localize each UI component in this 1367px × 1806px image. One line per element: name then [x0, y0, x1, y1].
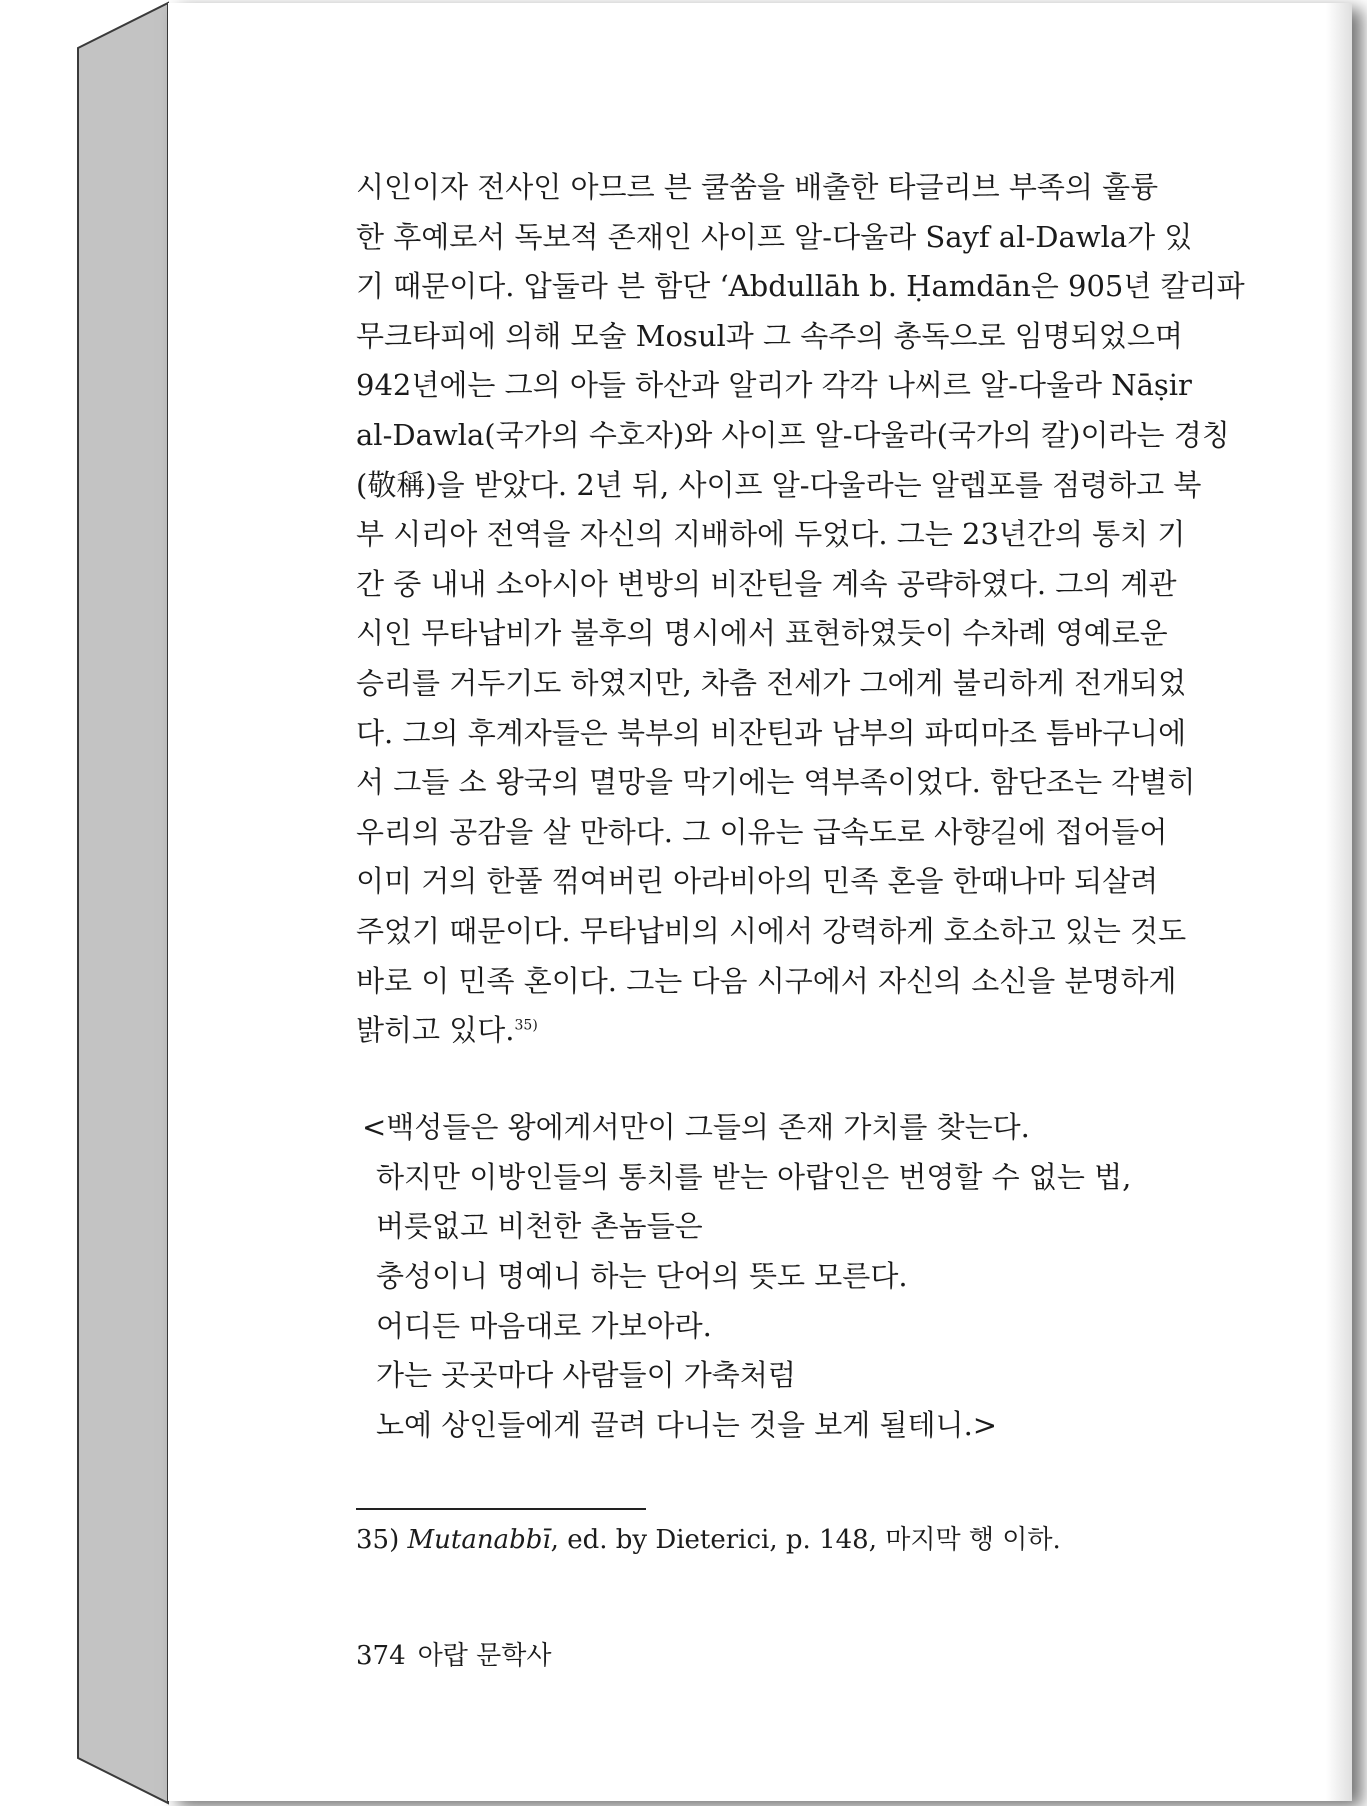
- body-line: 주었기 때문이다. 무타납비의 시에서 강력하게 호소하고 있는 것도: [356, 913, 1187, 948]
- quote-line: 충성이니 명예니 하는 단어의 뜻도 모른다.: [376, 1259, 908, 1294]
- body-line: 서 그들 소 왕국의 멸망을 막기에는 역부족이었다. 함단조는 각별히: [356, 765, 1196, 800]
- body-line: 바로 이 민족 혼이다. 그는 다음 시구에서 자신의 소신을 분명하게: [356, 963, 1177, 998]
- body-line-last: [356, 1006, 1367, 1056]
- body-line: 기 때문이다. 압둘라 븐 함단 ʻAbdullāh b. Ḥamdān은 905년 칼리파: [356, 269, 1245, 304]
- body-paragraph: [356, 163, 1367, 1056]
- footnote-text: , ed. by Dieterici, p. 148, 마지막 행 이하.: [550, 1525, 1061, 1555]
- footnote-number: 35): [356, 1525, 400, 1555]
- footnote-divider: [356, 1508, 646, 1510]
- page-number: 374: [356, 1641, 406, 1671]
- footnote-reference[interactable]: 35): [514, 1017, 538, 1034]
- quote-line: <백성들은 왕에게서만이 그들의 존재 가치를 찾는다.: [362, 1110, 1030, 1144]
- body-line: 간 중 내내 소아시아 변방의 비잔틴을 계속 공략하였다. 그의 계관: [356, 566, 1177, 601]
- body-line: 승리를 거두기도 하였지만, 차츰 전세가 그에게 불리하게 전개되었: [356, 665, 1187, 700]
- body-line: al-Dawla(국가의 수호자)와 사이프 알-다울라(국가의 칼)이라는 경칭: [356, 417, 1230, 452]
- quote-line: 하지만 이방인들의 통치를 받는 아랍인은 번영할 수 없는 법,: [376, 1159, 1132, 1194]
- book-spine: [0, 0, 170, 1806]
- document-page: [168, 3, 1352, 1801]
- body-line: 부 시리아 전역을 자신의 지배하에 두었다. 그는 23년간의 통치 기: [356, 517, 1186, 552]
- body-line: 시인 무타납비가 불후의 명시에서 표현하였듯이 수차례 영예로운: [356, 616, 1168, 651]
- footnote-title: Mutanabbī: [407, 1525, 551, 1555]
- body-line: 한 후예로서 독보적 존재인 사이프 알-다울라 Sayf al-Dawla가 있: [356, 219, 1193, 254]
- body-line: 이미 거의 한풀 꺾여버린 아라비아의 민족 혼을 한때나마 되살려: [356, 864, 1159, 899]
- body-line: (敬稱)을 받았다. 2년 뒤, 사이프 알-다울라는 알렙포를 점령하고 북: [356, 467, 1202, 502]
- body-line-text: 밝히고 있다.: [356, 1013, 515, 1048]
- quote-line: 가는 곳곳마다 사람들이 가축처럼: [376, 1358, 796, 1393]
- quote-line: 어디든 마음대로 가보아라.: [376, 1308, 712, 1343]
- quote-line: 버릇없고 비천한 촌놈들은: [376, 1209, 703, 1244]
- page-footer: [356, 1635, 552, 1672]
- body-line: 942년에는 그의 아들 하산과 알리가 각각 나씨르 알-다울라 Nāṣir: [356, 368, 1192, 403]
- poem-quote: [356, 1103, 1316, 1451]
- footnote: [356, 1519, 1061, 1556]
- running-title: 아랍 문학사: [417, 1641, 552, 1671]
- body-line: 우리의 공감을 살 만하다. 그 이유는 급속도로 사향길에 접어들어: [356, 814, 1168, 849]
- body-line: 시인이자 전사인 아므르 븐 쿨쑴을 배출한 타글리브 부족의 훌륭: [356, 170, 1159, 204]
- body-line: 무크타피에 의해 모술 Mosul과 그 속주의 총독으로 임명되었으며: [356, 318, 1183, 353]
- body-line: 다. 그의 후계자들은 북부의 비잔틴과 남부의 파띠마조 틈바구니에: [356, 715, 1187, 750]
- quote-line: 노예 상인들에게 끌려 다니는 것을 보게 될테니.>: [376, 1408, 998, 1443]
